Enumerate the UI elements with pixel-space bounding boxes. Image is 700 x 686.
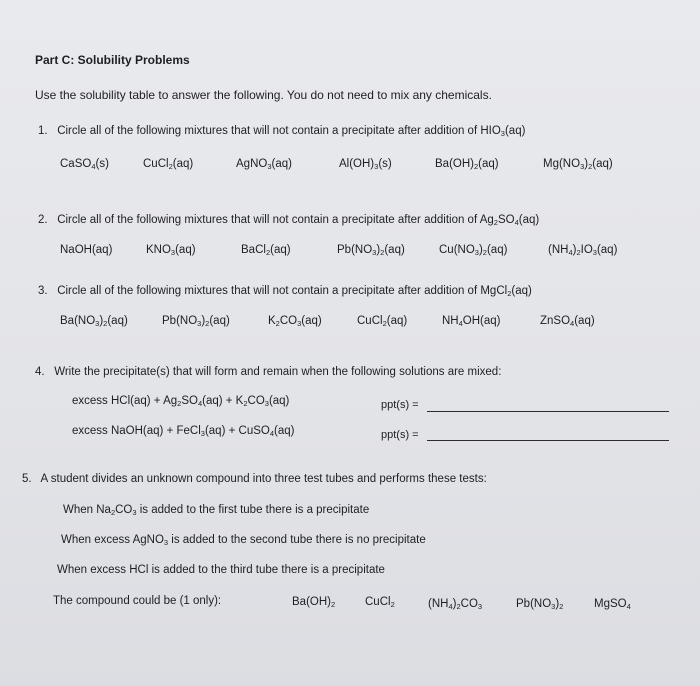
- q4-mixture: excess $HCl(aq) + Ag_2SO_4(aq) + K_2CO_3(aq)$: [72, 395, 290, 408]
- page-title: Part C: Solubility Problems: [35, 53, 190, 67]
- q5-answer-prompt: The compound could be (1 only):: [53, 595, 222, 607]
- instructions: Use the solubility table to answer the following. You do not need to mix any chemicals.: [35, 88, 492, 102]
- q2-option[interactable]: NaOH(aq): [60, 244, 113, 256]
- q1-option[interactable]: $Mg(NO_3)_2(aq)$: [543, 158, 613, 171]
- q5-option[interactable]: MgSO$_4$: [594, 598, 631, 611]
- q2-option[interactable]: $Pb(NO_3)_2(aq)$: [337, 244, 405, 257]
- q5-test: When excess HCl is added to the third tube there is a precipitate: [57, 564, 385, 576]
- q4-answer-blank[interactable]: [427, 440, 669, 441]
- q5-test: When $Na_2CO_3$ is added to the first tube there is a precipitate: [63, 504, 370, 517]
- q2-option[interactable]: $Cu(NO_3)_2(aq)$: [439, 244, 508, 257]
- q4-mixture: excess NaOH(aq) + FeCl$_3$(aq) + CuSO$_4$(aq): [72, 425, 295, 438]
- q1-prompt: 1. Circle all of the following mixtures that will not contain a precipitate after addition of $HIO_3(aq)$: [38, 125, 526, 138]
- q2-prompt: 2. Circle all of the following mixtures that will not contain a precipitate after addition of $Ag_2SO_4(aq)$: [38, 214, 540, 227]
- q4-answer-blank[interactable]: [427, 411, 669, 412]
- q4-ppt-label: ppt(s) =: [381, 429, 419, 441]
- q1-option[interactable]: $Al(OH)_3(s)$: [339, 158, 392, 171]
- q5-option[interactable]: $(NH_4)_2CO_3$: [428, 598, 483, 611]
- q2-option[interactable]: BaCl$_2$(aq): [241, 244, 291, 257]
- q1-option[interactable]: CuCl$_2$(aq): [143, 158, 194, 171]
- q1-option[interactable]: $Ba(OH)_2(aq)$: [435, 158, 499, 171]
- q1-option[interactable]: CaSO$_4$(s): [60, 158, 109, 171]
- q2-option[interactable]: $KNO_3(aq)$: [146, 244, 196, 257]
- q5-test: When excess AgNO$_3$ is added to the second tube there is no precipitate: [61, 534, 426, 547]
- q1-option[interactable]: AgNO$_3$(aq): [236, 158, 292, 171]
- q5-option[interactable]: $Pb(NO_3)_2$: [516, 598, 564, 611]
- q5-prompt: 5. A student divides an unknown compound into three test tubes and performs these tests:: [22, 473, 487, 485]
- q3-option[interactable]: $NH_4OH(aq)$: [442, 315, 501, 328]
- q3-option[interactable]: ZnSO$_4$(aq): [540, 315, 595, 328]
- q5-option[interactable]: CuCl$_2$: [365, 596, 395, 609]
- q3-prompt: 3. Circle all of the following mixtures that will not contain a precipitate after addition of MgCl$_2$(aq): [38, 285, 532, 298]
- q5-option[interactable]: $Ba(OH)_2$: [292, 596, 336, 609]
- q3-option[interactable]: $K_2CO_3(aq)$: [268, 315, 322, 328]
- q3-option[interactable]: $Ba(NO_3)_2(aq)$: [60, 315, 128, 328]
- q3-option[interactable]: CuCl$_2$(aq): [357, 315, 408, 328]
- q4-prompt: 4. Write the precipitate(s) that will form and remain when the following solutions are mixed:: [35, 366, 502, 378]
- q2-option[interactable]: $(NH_4)_2IO_3(aq)$: [548, 244, 618, 257]
- q4-ppt-label: ppt(s) =: [381, 399, 419, 411]
- q3-option[interactable]: $Pb(NO_3)_2(aq)$: [162, 315, 230, 328]
